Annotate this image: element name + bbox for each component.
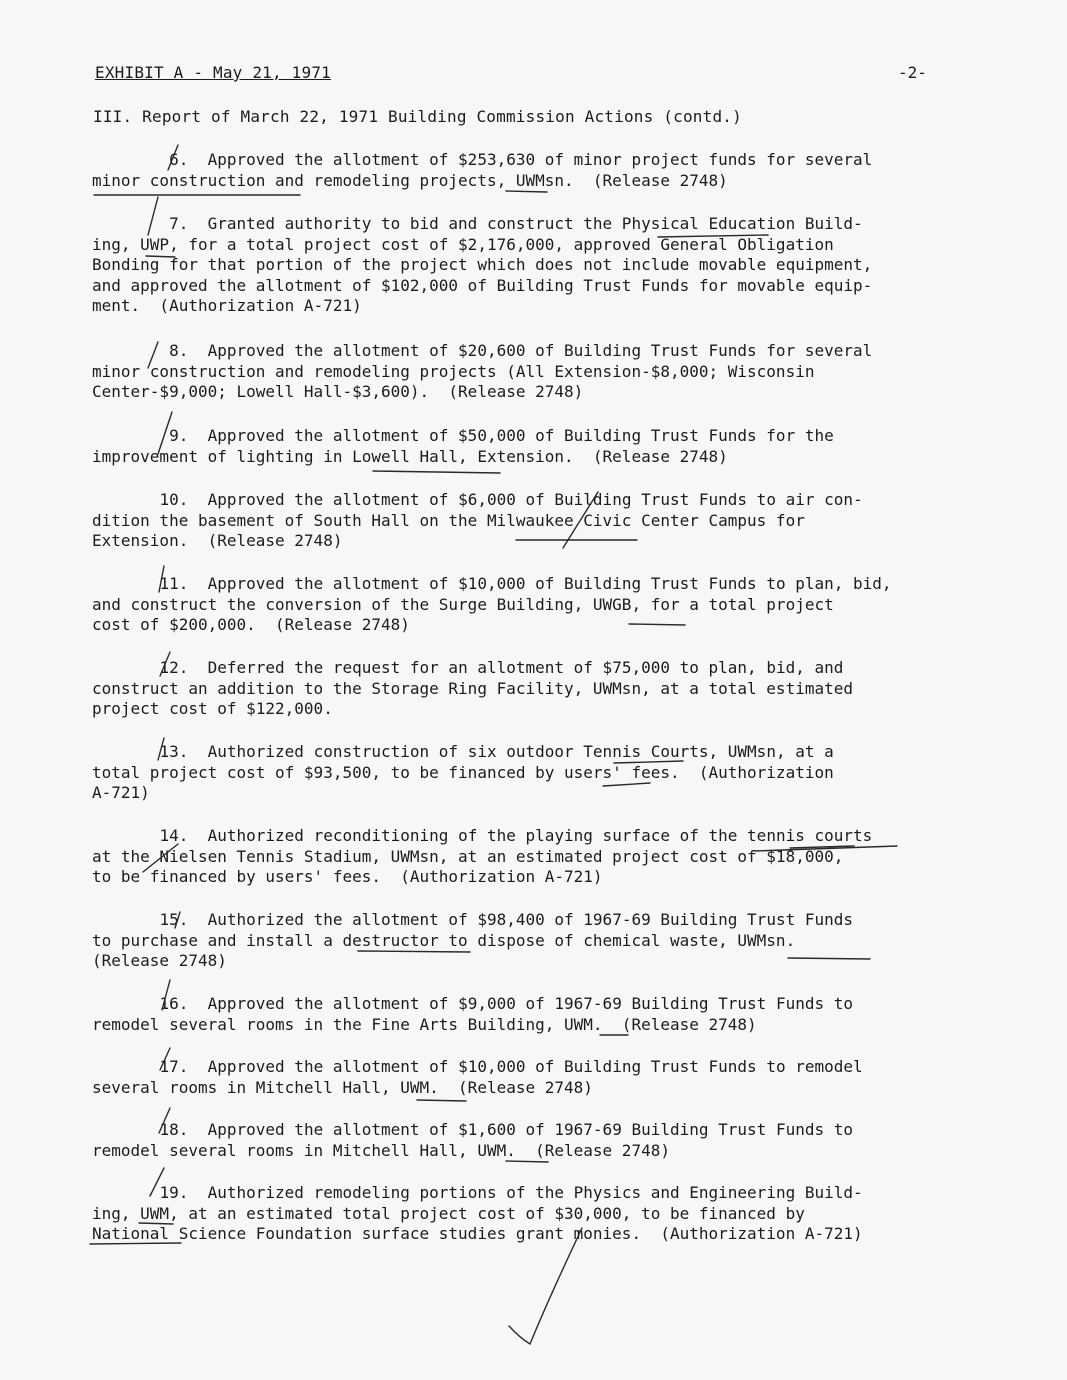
list-item [92, 1120, 962, 1161]
item-text: Approved the allotment of $20,600 of Building Trust Funds for several minor construction and remodeling projects (All Extension-$8,000; Wisconsin Center-$9,000; Lowell Hall-$3,600). (Release 2748) [92, 341, 873, 401]
list-item [92, 994, 962, 1035]
item-number: 9. [169, 426, 189, 445]
item-text: Authorized reconditioning of the playing surface of the tennis courts at the Nielsen Tennis Stadium, UWMsn, at an estimated project cost of $18,000, to be financed by users' fees. (Authorization A-721) [92, 826, 873, 886]
section-title: III. Report of March 22, 1971 Building Commission Actions (contd.) [93, 107, 742, 126]
item-number: 16. [159, 994, 189, 1013]
item-number: 12. [159, 658, 189, 677]
item-text: Approved the allotment of $50,000 of Building Trust Funds for the improvement of lighting in Lowell Hall, Extension. (Release 2748) [92, 426, 834, 466]
item-text: Approved the allotment of $10,000 of Building Trust Funds to remodel several rooms in Mitchell Hall, UWM. (Release 2748) [92, 1057, 863, 1097]
list-item [92, 214, 962, 317]
list-item [92, 658, 962, 720]
list-item [92, 341, 962, 403]
list-item [92, 742, 962, 804]
underline-uwmsn-6 [506, 191, 547, 192]
item-text: Authorized remodeling portions of the Physics and Engineering Build- ing, UWM, at an estimated total project cost of $30,000, to be financed by National Science Foundation surface studies grant monies. (Authorization A-721) [92, 1183, 863, 1243]
item-number: 15. [159, 910, 189, 929]
list-item [92, 490, 962, 552]
item-text: Approved the allotment of $6,000 of Building Trust Funds to air con- dition the basement of South Hall on the Milwaukee Civic Center Campus for Extension. (Release 2748) [92, 490, 863, 550]
large-check-mark [509, 1228, 582, 1344]
item-text: Approved the allotment of $1,600 of 1967-69 Building Trust Funds to remodel several rooms in Mitchell Hall, UWM. (Release 2748) [92, 1120, 854, 1160]
underline-uwm-17 [417, 1100, 466, 1101]
item-number: 13. [159, 742, 189, 761]
item-number: 7. [169, 214, 189, 233]
item-text: Deferred the request for an allotment of $75,000 to plan, bid, and construct an addition to the Storage Ring Facility, UWMsn, at a total estimated project cost of $122,000. [92, 658, 853, 718]
page-number: -2- [898, 63, 927, 82]
item-number: 11. [159, 574, 189, 593]
list-item [92, 826, 962, 888]
item-number: 8. [169, 341, 189, 360]
item-number: 10. [159, 490, 189, 509]
list-item [92, 1057, 962, 1098]
list-item [92, 1183, 962, 1245]
item-number: 19. [159, 1183, 189, 1202]
item-number: 18. [159, 1120, 189, 1139]
item-text: Approved the allotment of $10,000 of Building Trust Funds to plan, bid, and construct the conversion of the Surge Building, UWGB, for a total project cost of $200,000. (Release 2748) [92, 574, 892, 634]
item-number: 6. [169, 150, 189, 169]
list-item [92, 426, 962, 467]
underline-uwm-18 [506, 1161, 548, 1162]
list-item [92, 574, 962, 636]
item-text: Approved the allotment of $9,000 of 1967-69 Building Trust Funds to remodel several rooms in the Fine Arts Building, UWM. (Release 2748) [92, 994, 854, 1034]
list-item [92, 150, 962, 191]
item-number: 14. [159, 826, 189, 845]
item-text: Approved the allotment of $253,630 of minor project funds for several minor construction and remodeling projects, UWMsn. (Release 2748) [92, 150, 873, 190]
item-text: Granted authority to bid and construct the Physical Education Build- ing, UWP, for a total project cost of $2,176,000, approved General Obligation Bonding for that portion of the project which does not include movable equipment, and approved the allotment of $102,000 of Building Trust Funds for movable equip- ment. (Authorization A-721) [92, 214, 873, 315]
item-text: Authorized the allotment of $98,400 of 1967-69 Building Trust Funds to purchase and install a destructor to dispose of chemical waste, UWMsn. (Release 2748) [92, 910, 854, 970]
list-item [92, 910, 962, 972]
item-number: 17. [159, 1057, 189, 1076]
exhibit-header: EXHIBIT A - May 21, 1971 [95, 63, 331, 82]
item-text: Authorized construction of six outdoor Tennis Courts, UWMsn, at a total project cost of $93,500, to be financed by users' fees. (Authorization A-721) [92, 742, 834, 802]
underline-lowell [373, 471, 500, 473]
